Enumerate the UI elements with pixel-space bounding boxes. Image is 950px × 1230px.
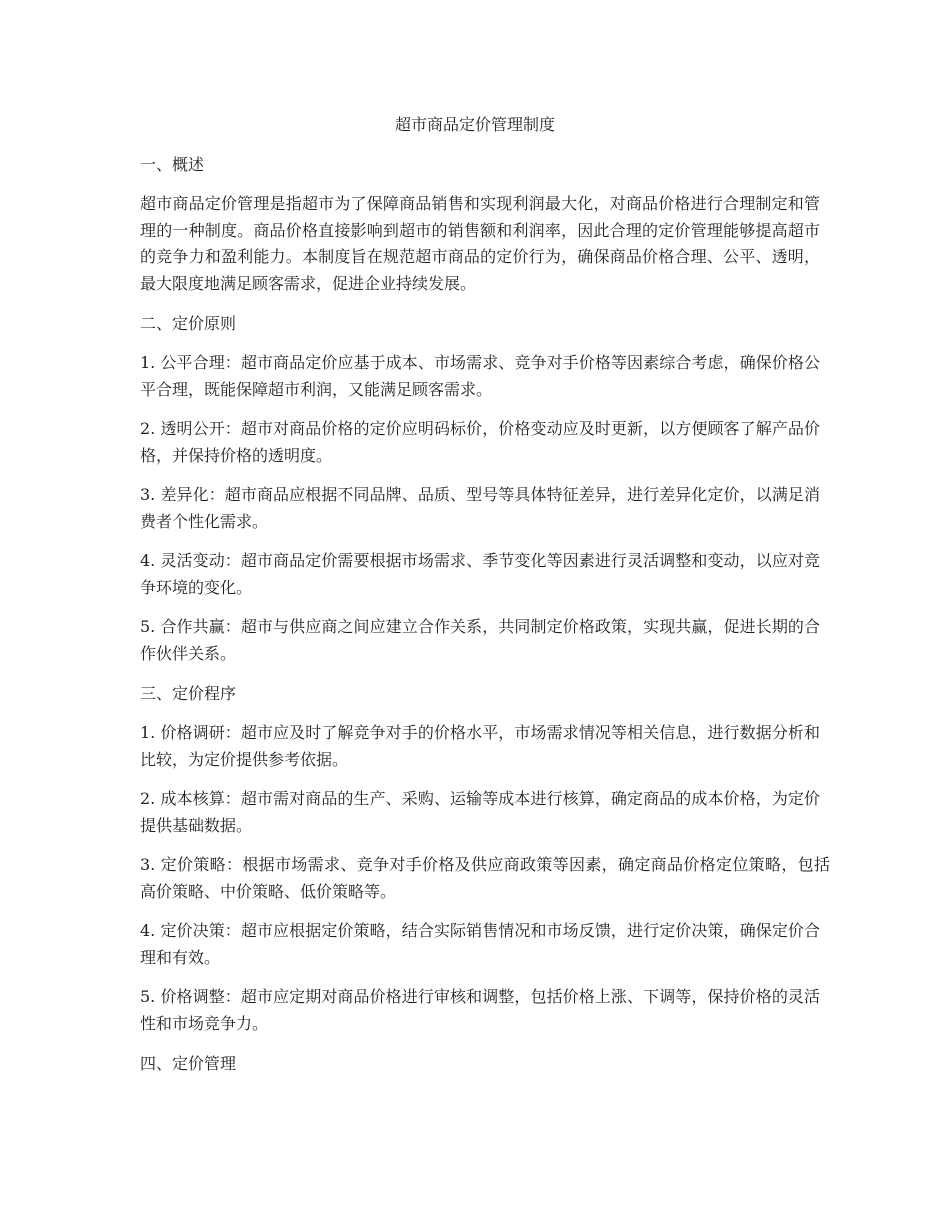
- section-heading-procedure: 三、定价程序: [140, 684, 237, 703]
- overview-paragraph: 超市商品定价管理是指超市为了保障商品销售和实现利润最大化，对商品价格进行合理制定和管理的一种制度。商品价格直接影响到超市的销售额和利润率，因此合理的定价管理能够提高超市的竞争力和盈利能力。本制度旨在规范超市商品的定价行为，确保商品价格合理、公平、透明，最大限度地满足顾客需求，促进企业持续发展。: [140, 194, 820, 293]
- procedure-item-5: 5. 价格调整：超市应定期对商品价格进行审核和调整，包括价格上涨、下调等，保持价格的灵活性和市场竞争力。: [140, 987, 820, 1033]
- principle-item-5: 5. 合作共赢：超市与供应商之间应建立合作关系，共同制定价格政策，实现共赢，促进长期的合作伙伴关系。: [140, 617, 820, 663]
- principle-item-4: 4. 灵活变动：超市商品定价需要根据市场需求、季节变化等因素进行灵活调整和变动，以应对竞争环境的变化。: [140, 551, 820, 597]
- section-heading-overview: 一、概述: [140, 155, 205, 174]
- procedure-item-4: 4. 定价决策：超市应根据定价策略，结合实际销售情况和市场反馈，进行定价决策，确保定价合理和有效。: [140, 921, 820, 967]
- procedure-item-3: 3. 定价策略：根据市场需求、竞争对手价格及供应商政策等因素，确定商品价格定位策略，包括高价策略、中价策略、低价策略等。: [140, 855, 830, 901]
- procedure-item-1: 1. 价格调研：超市应及时了解竞争对手的价格水平，市场需求情况等相关信息，进行数据分析和比较，为定价提供参考依据。: [140, 723, 820, 769]
- procedure-item-2: 2. 成本核算：超市需对商品的生产、采购、运输等成本进行核算，确定商品的成本价格，为定价提供基础数据。: [140, 789, 820, 835]
- principle-item-1: 1. 公平合理：超市商品定价应基于成本、市场需求、竞争对手价格等因素综合考虑，确保价格公平合理，既能保障超市利润，又能满足顾客需求。: [140, 353, 820, 399]
- document-title: 超市商品定价管理制度: [394, 115, 555, 134]
- section-heading-principles: 二、定价原则: [140, 314, 237, 333]
- section-heading-management: 四、定价管理: [140, 1054, 237, 1073]
- principle-item-3: 3. 差异化：超市商品应根据不同品牌、品质、型号等具体特征差异，进行差异化定价，以满足消费者个性化需求。: [140, 485, 820, 531]
- principle-item-2: 2. 透明公开：超市对商品价格的定价应明码标价，价格变动应及时更新，以方便顾客了解产品价格，并保持价格的透明度。: [140, 419, 820, 465]
